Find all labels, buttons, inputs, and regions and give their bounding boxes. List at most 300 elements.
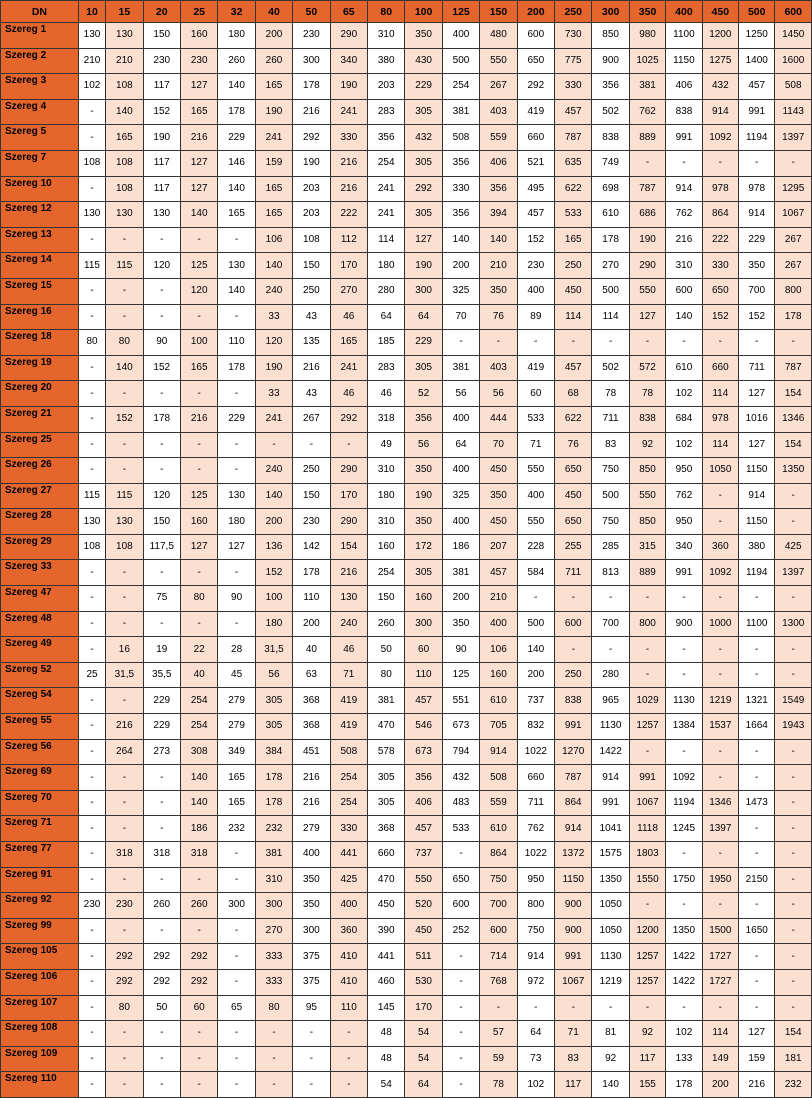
table-cell: 800	[629, 611, 665, 637]
table-cell: 305	[405, 355, 442, 381]
table-row	[1, 714, 812, 740]
table-cell: -	[143, 1072, 180, 1098]
table-cell: 114	[702, 432, 738, 458]
table-cell: 508	[775, 74, 812, 100]
table-cell: 152	[143, 355, 180, 381]
table-cell: 159	[739, 1046, 775, 1072]
table-cell: -	[78, 995, 105, 1021]
table-cell: 333	[255, 969, 292, 995]
table-cell: 511	[405, 944, 442, 970]
table-cell: 186	[180, 816, 217, 842]
table-cell: 380	[739, 534, 775, 560]
table-cell: 78	[480, 1072, 517, 1098]
table-cell: 508	[330, 739, 367, 765]
table-cell: 140	[218, 176, 255, 202]
table-cell: 521	[517, 150, 554, 176]
table-cell: 200	[255, 509, 292, 535]
table-cell: -	[592, 330, 629, 356]
table-cell: 140	[255, 253, 292, 279]
table-cell: 356	[442, 202, 479, 228]
header-column: 20	[143, 1, 180, 23]
table-row	[1, 23, 812, 49]
table-cell: 83	[555, 1046, 592, 1072]
table-cell: -	[775, 509, 812, 535]
table-cell: 330	[442, 176, 479, 202]
table-cell: 2150	[739, 867, 775, 893]
table-cell: -	[106, 611, 143, 637]
table-row	[1, 330, 812, 356]
table-cell: -	[143, 1046, 180, 1072]
table-cell: 750	[592, 509, 629, 535]
table-cell: -	[702, 995, 738, 1021]
table-cell: 127	[218, 534, 255, 560]
table-cell: 190	[293, 150, 330, 176]
table-cell: 260	[368, 611, 405, 637]
table-cell: 43	[293, 381, 330, 407]
table-cell: 1600	[775, 48, 812, 74]
table-cell: -	[180, 432, 217, 458]
table-cell: 43	[293, 304, 330, 330]
table-cell: 1143	[775, 99, 812, 125]
table-cell: 384	[255, 739, 292, 765]
table-cell: 300	[405, 278, 442, 304]
table-cell: 500	[517, 611, 554, 637]
table-cell: 117	[629, 1046, 665, 1072]
table-cell: 165	[218, 790, 255, 816]
table-cell: 660	[368, 842, 405, 868]
table-cell: 350	[293, 893, 330, 919]
table-cell: -	[666, 739, 702, 765]
table-cell: 622	[555, 406, 592, 432]
table-cell: 450	[555, 278, 592, 304]
table-cell: 750	[517, 918, 554, 944]
header-column: 350	[629, 1, 665, 23]
table-cell: 92	[592, 1046, 629, 1072]
table-cell: 130	[106, 509, 143, 535]
table-cell: 762	[517, 816, 554, 842]
table-cell: -	[218, 842, 255, 868]
table-cell: -	[106, 765, 143, 791]
row-label: Szereg 107	[1, 995, 79, 1021]
header-column: 150	[480, 1, 517, 23]
table-cell: -	[330, 1046, 367, 1072]
row-label: Szereg 14	[1, 253, 79, 279]
table-cell: -	[555, 586, 592, 612]
table-cell: -	[739, 586, 775, 612]
table-cell: -	[255, 432, 292, 458]
table-cell: -	[78, 688, 105, 714]
table-cell: 232	[255, 816, 292, 842]
table-cell: 28	[218, 637, 255, 663]
table-cell: 1350	[666, 918, 702, 944]
table-cell: 181	[775, 1046, 812, 1072]
table-cell: 1300	[775, 611, 812, 637]
table-cell: 149	[702, 1046, 738, 1072]
table-cell: 686	[629, 202, 665, 228]
table-cell: 216	[293, 355, 330, 381]
row-label: Szereg 21	[1, 406, 79, 432]
table-cell: -	[143, 790, 180, 816]
table-cell: 81	[592, 1021, 629, 1047]
table-cell: 254	[180, 688, 217, 714]
table-cell: 330	[555, 74, 592, 100]
table-cell: 650	[517, 48, 554, 74]
table-cell: 559	[480, 125, 517, 151]
table-cell: 1500	[702, 918, 738, 944]
table-cell: 441	[330, 842, 367, 868]
table-cell: 180	[255, 611, 292, 637]
table-cell: -	[739, 765, 775, 791]
table-cell: 54	[368, 1072, 405, 1098]
table-cell: 159	[255, 150, 292, 176]
table-cell: 127	[180, 534, 217, 560]
table-cell: 914	[739, 202, 775, 228]
table-cell: 457	[739, 74, 775, 100]
table-row	[1, 381, 812, 407]
table-cell: 315	[629, 534, 665, 560]
table-cell: 1025	[629, 48, 665, 74]
table-cell: 230	[517, 253, 554, 279]
table-cell: 318	[106, 842, 143, 868]
table-cell: -	[78, 560, 105, 586]
table-cell: 241	[330, 99, 367, 125]
table-cell: 102	[666, 432, 702, 458]
table-cell: 260	[180, 893, 217, 919]
table-cell: 660	[517, 765, 554, 791]
table-cell: 705	[480, 714, 517, 740]
table-cell: -	[442, 944, 479, 970]
table-cell: -	[775, 893, 812, 919]
table-cell: 254	[180, 714, 217, 740]
row-label: Szereg 56	[1, 739, 79, 765]
table-cell: 64	[368, 304, 405, 330]
table-cell: 419	[330, 688, 367, 714]
table-cell: 152	[255, 560, 292, 586]
table-cell: 350	[739, 253, 775, 279]
table-cell: 451	[293, 739, 330, 765]
row-label: Szereg 69	[1, 765, 79, 791]
table-cell: 432	[442, 765, 479, 791]
table-cell: -	[218, 944, 255, 970]
table-cell: 152	[106, 406, 143, 432]
table-cell: -	[78, 714, 105, 740]
table-cell: 300	[405, 611, 442, 637]
table-cell: 762	[666, 202, 702, 228]
table-cell: 403	[480, 355, 517, 381]
table-cell: 1100	[739, 611, 775, 637]
table-row	[1, 816, 812, 842]
table-row	[1, 534, 812, 560]
table-cell: 90	[442, 637, 479, 663]
row-label: Szereg 10	[1, 176, 79, 202]
table-cell: 154	[775, 1021, 812, 1047]
table-row	[1, 688, 812, 714]
table-cell: 1350	[592, 867, 629, 893]
table-cell: 305	[405, 150, 442, 176]
row-label: Szereg 7	[1, 150, 79, 176]
table-cell: 190	[255, 355, 292, 381]
row-label: Szereg 26	[1, 458, 79, 484]
table-cell: 152	[702, 304, 738, 330]
table-cell: 178	[293, 74, 330, 100]
table-row	[1, 483, 812, 509]
table-cell: 140	[442, 227, 479, 253]
table-row	[1, 969, 812, 995]
table-cell: 140	[180, 790, 217, 816]
table-row	[1, 1072, 812, 1098]
table-cell: 889	[629, 125, 665, 151]
table-cell: 154	[775, 432, 812, 458]
table-cell: 35,5	[143, 662, 180, 688]
table-cell: 178	[666, 1072, 702, 1098]
table-cell: 350	[405, 23, 442, 49]
table-cell: 550	[629, 278, 665, 304]
table-cell: 914	[555, 816, 592, 842]
table-cell: 114	[368, 227, 405, 253]
table-cell: -	[775, 637, 812, 663]
table-cell: -	[106, 1072, 143, 1098]
table-cell: -	[106, 790, 143, 816]
table-cell: 1422	[592, 739, 629, 765]
table-cell: 180	[368, 483, 405, 509]
table-cell: -	[666, 330, 702, 356]
table-cell: -	[666, 150, 702, 176]
table-cell: 838	[666, 99, 702, 125]
table-cell: 165	[106, 125, 143, 151]
table-cell: 140	[106, 99, 143, 125]
table-cell: 229	[218, 406, 255, 432]
table-cell: 508	[480, 765, 517, 791]
table-cell: 480	[480, 23, 517, 49]
table-cell: 83	[592, 432, 629, 458]
table-cell: -	[629, 637, 665, 663]
table-cell: 310	[368, 458, 405, 484]
table-cell: 308	[180, 739, 217, 765]
table-cell: 64	[405, 304, 442, 330]
table-cell: 800	[517, 893, 554, 919]
table-cell: 260	[255, 48, 292, 74]
table-cell: 356	[405, 406, 442, 432]
table-cell: -	[555, 637, 592, 663]
table-cell: 267	[775, 227, 812, 253]
table-cell: 400	[442, 406, 479, 432]
table-cell: 410	[330, 969, 367, 995]
row-label: Szereg 71	[1, 816, 79, 842]
table-cell: -	[180, 227, 217, 253]
table-cell: 1022	[517, 739, 554, 765]
table-cell: 80	[180, 586, 217, 612]
table-cell: 1650	[739, 918, 775, 944]
table-cell: 130	[78, 509, 105, 535]
table-cell: 390	[368, 918, 405, 944]
table-cell: 350	[293, 867, 330, 893]
row-label: Szereg 15	[1, 278, 79, 304]
table-cell: 711	[592, 406, 629, 432]
table-cell: -	[739, 969, 775, 995]
table-cell: -	[218, 1021, 255, 1047]
row-label: Szereg 20	[1, 381, 79, 407]
table-cell: 172	[405, 534, 442, 560]
table-cell: 89	[517, 304, 554, 330]
table-cell: 578	[368, 739, 405, 765]
table-cell: 102	[666, 381, 702, 407]
table-cell: 230	[293, 23, 330, 49]
table-cell: 400	[442, 458, 479, 484]
table-cell: 584	[517, 560, 554, 586]
table-cell: 165	[180, 355, 217, 381]
table-cell: 850	[629, 458, 665, 484]
table-cell: -	[180, 1021, 217, 1047]
table-cell: 102	[666, 1021, 702, 1047]
table-cell: 135	[293, 330, 330, 356]
table-cell: 400	[330, 893, 367, 919]
table-row	[1, 560, 812, 586]
table-cell: -	[629, 995, 665, 1021]
table-cell: -	[106, 278, 143, 304]
table-cell: 1029	[629, 688, 665, 714]
table-cell: -	[78, 918, 105, 944]
table-cell: 267	[293, 406, 330, 432]
table-cell: 1245	[666, 816, 702, 842]
table-cell: 48	[368, 1046, 405, 1072]
table-cell: 290	[330, 509, 367, 535]
table-cell: -	[293, 1046, 330, 1072]
table-cell: 292	[330, 406, 367, 432]
table-cell: 914	[666, 176, 702, 202]
table-cell: -	[218, 458, 255, 484]
table-cell: -	[739, 944, 775, 970]
table-cell: 165	[555, 227, 592, 253]
table-cell: -	[629, 150, 665, 176]
table-cell: 140	[180, 765, 217, 791]
table-cell: -	[180, 1072, 217, 1098]
table-row	[1, 739, 812, 765]
table-cell: 200	[517, 662, 554, 688]
table-cell: 114	[702, 381, 738, 407]
table-cell: 203	[368, 74, 405, 100]
table-cell: 130	[78, 202, 105, 228]
table-cell: 991	[555, 944, 592, 970]
table-cell: 241	[255, 125, 292, 151]
table-cell: -	[78, 304, 105, 330]
table-cell: 1537	[702, 714, 738, 740]
table-cell: 232	[775, 1072, 812, 1098]
table-cell: 1150	[555, 867, 592, 893]
table-cell: 152	[517, 227, 554, 253]
table-cell: 270	[592, 253, 629, 279]
table-cell: 110	[218, 330, 255, 356]
table-cell: 178	[218, 355, 255, 381]
table-cell: 60	[517, 381, 554, 407]
table-cell: 1050	[592, 918, 629, 944]
table-cell: 350	[405, 458, 442, 484]
table-cell: 140	[218, 74, 255, 100]
header-column: 50	[293, 1, 330, 23]
table-cell: 207	[480, 534, 517, 560]
row-label: Szereg 92	[1, 893, 79, 919]
table-cell: 292	[180, 969, 217, 995]
table-cell: 33	[255, 381, 292, 407]
table-row	[1, 790, 812, 816]
table-cell: 190	[143, 125, 180, 151]
table-cell: -	[106, 918, 143, 944]
table-cell: 75	[143, 586, 180, 612]
table-cell: 154	[775, 381, 812, 407]
table-cell: -	[739, 816, 775, 842]
table-cell: 500	[442, 48, 479, 74]
table-cell: -	[666, 637, 702, 663]
table-cell: 108	[106, 534, 143, 560]
table-cell: 787	[775, 355, 812, 381]
table-cell: 170	[330, 253, 367, 279]
table-cell: 457	[555, 355, 592, 381]
row-label: Szereg 27	[1, 483, 79, 509]
table-cell: 457	[517, 202, 554, 228]
table-cell: -	[775, 918, 812, 944]
table-cell: -	[255, 1021, 292, 1047]
table-cell: 108	[78, 150, 105, 176]
table-cell: 460	[368, 969, 405, 995]
table-cell: 140	[480, 227, 517, 253]
table-cell: 229	[218, 125, 255, 151]
table-cell: -	[78, 432, 105, 458]
table-cell: 1150	[739, 509, 775, 535]
table-cell: 120	[143, 253, 180, 279]
table-cell: -	[106, 1021, 143, 1047]
table-cell: 787	[629, 176, 665, 202]
table-cell: 340	[666, 534, 702, 560]
table-cell: -	[78, 816, 105, 842]
table-cell: -	[517, 586, 554, 612]
table-cell: 142	[293, 534, 330, 560]
table-cell: 216	[293, 99, 330, 125]
table-cell: 381	[629, 74, 665, 100]
table-cell: -	[775, 944, 812, 970]
table-cell: 991	[555, 714, 592, 740]
table-cell: 1575	[592, 842, 629, 868]
table-cell: 914	[480, 739, 517, 765]
table-cell: 45	[218, 662, 255, 688]
table-cell: 71	[555, 1021, 592, 1047]
table-row	[1, 406, 812, 432]
row-label: Szereg 49	[1, 637, 79, 663]
table-cell: 368	[368, 816, 405, 842]
table-cell: 273	[143, 739, 180, 765]
table-cell: -	[666, 586, 702, 612]
table-cell: 730	[555, 23, 592, 49]
table-cell: -	[218, 560, 255, 586]
table-cell: 49	[368, 432, 405, 458]
table-cell: 130	[78, 23, 105, 49]
row-label: Szereg 105	[1, 944, 79, 970]
header-column: 40	[255, 1, 292, 23]
table-cell: 260	[143, 893, 180, 919]
table-cell: 572	[629, 355, 665, 381]
table-cell: 813	[592, 560, 629, 586]
table-cell: 1727	[702, 944, 738, 970]
table-cell: 838	[629, 406, 665, 432]
table-cell: 115	[78, 253, 105, 279]
table-cell: 200	[293, 611, 330, 637]
table-cell: 71	[517, 432, 554, 458]
table-cell: 305	[255, 714, 292, 740]
table-cell: 1397	[702, 816, 738, 842]
table-cell: 22	[180, 637, 217, 663]
table-cell: 200	[702, 1072, 738, 1098]
table-cell: 394	[480, 202, 517, 228]
table-cell: 160	[180, 509, 217, 535]
table-cell: 1194	[739, 560, 775, 586]
